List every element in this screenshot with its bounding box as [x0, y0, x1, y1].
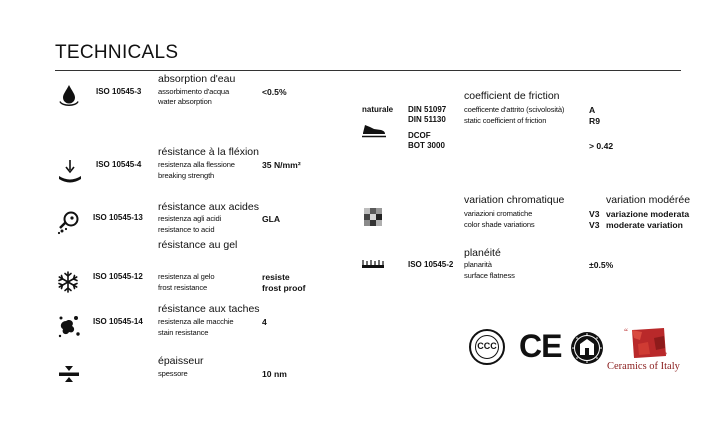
- friction-code-3: DCOF: [408, 131, 431, 140]
- thickness-heading: épaisseur: [158, 355, 204, 367]
- flatness-ruler-icon: [361, 257, 385, 269]
- friction-value-3: > 0.42: [589, 141, 614, 151]
- friction-code-2: DIN 51130: [408, 115, 446, 124]
- shade-variation-icon: [364, 208, 382, 226]
- water-drop-icon: [58, 84, 80, 108]
- flexion-value: 35 N/mm²: [262, 160, 301, 170]
- frost-heading: résistance au gel: [158, 239, 238, 251]
- shade-heading-value: variation modérée: [606, 194, 691, 206]
- stain-splash-icon: [56, 313, 82, 339]
- frost-sub-it: resistenza al gelo: [158, 272, 215, 281]
- ce-mark: CE: [519, 328, 562, 364]
- thickness-icon: [57, 364, 81, 384]
- snowflake-icon: [56, 270, 80, 294]
- frost-value-it: resiste: [262, 272, 290, 282]
- shade-grade-2: V3: [589, 220, 600, 230]
- flatness-sub-en: surface flatness: [464, 271, 515, 280]
- svg-text:“: “: [624, 327, 628, 337]
- flexion-sub-it: resistenza alla flessione: [158, 160, 235, 169]
- stains-sub-en: stain resistance: [158, 328, 209, 337]
- title-divider: [55, 70, 681, 71]
- flexion-sub-en: breaking strength: [158, 171, 215, 180]
- shoe-friction-icon: [361, 120, 387, 138]
- stains-heading: résistance aux taches: [158, 303, 260, 315]
- ceramics-of-italy-text: Ceramics of Italy: [607, 361, 680, 372]
- frost-code: ISO 10545-12: [93, 272, 143, 281]
- acids-sub-en: resistance to acid: [158, 225, 215, 234]
- svg-text:”: ”: [663, 351, 667, 360]
- page-title: TECHNICALS: [55, 42, 179, 63]
- absorption-code: ISO 10545-3: [96, 87, 142, 96]
- stains-code: ISO 10545-14: [93, 317, 143, 326]
- shade-grade-1: V3: [589, 209, 600, 219]
- friction-sub-en: static coefficient of friction: [464, 116, 547, 125]
- acids-sub-it: resistenza agli acidi: [158, 214, 222, 223]
- acids-value: GLA: [262, 214, 281, 224]
- absorption-sub-it: assorbimento d'acqua: [158, 87, 230, 96]
- frost-value-en: frost proof: [262, 283, 306, 293]
- friction-label: naturale: [362, 105, 394, 114]
- thickness-sub-it: spessore: [158, 369, 188, 378]
- shade-value-it: variazione moderata: [606, 209, 690, 219]
- flatness-heading: planéité: [464, 247, 501, 259]
- flexion-code: ISO 10545-4: [96, 160, 142, 169]
- flexion-heading: résistance à la fléxion: [158, 146, 259, 158]
- ccc-logo-text: CCC: [477, 341, 497, 351]
- friction-code-4: BOT 3000: [408, 141, 445, 150]
- friction-value-1: A: [589, 105, 596, 115]
- friction-sub-it: coefficente d'attrito (scivolosità): [464, 105, 565, 114]
- friction-code-1: DIN 51097: [408, 105, 447, 114]
- ccc-logo: [469, 329, 505, 365]
- flatness-value: ±0.5%: [589, 260, 614, 270]
- friction-heading: coefficient de friction: [464, 90, 560, 102]
- frost-sub-en: frost resistance: [158, 283, 208, 292]
- friction-value-2: R9: [589, 116, 600, 126]
- thickness-value: 10 nm: [262, 369, 287, 379]
- shade-value-en: moderate variation: [606, 220, 683, 230]
- breaking-strength-icon: [57, 159, 83, 185]
- flatness-code: ISO 10545-2: [408, 260, 454, 269]
- stains-sub-it: resistenza alle macchie: [158, 317, 234, 326]
- shade-sub-it: variazioni cromatiche: [464, 209, 533, 218]
- green-building-seal-icon: [570, 331, 604, 365]
- absorption-sub-en: water absorption: [158, 97, 212, 106]
- ceramics-of-italy-mark-icon: [624, 326, 670, 360]
- shade-sub-en: color shade variations: [464, 220, 535, 229]
- acids-code: ISO 10545-13: [93, 213, 143, 222]
- chemical-resistance-icon: [56, 209, 82, 235]
- absorption-heading: absorption d'eau: [158, 73, 236, 85]
- shade-heading: variation chromatique: [464, 194, 565, 206]
- flatness-sub-it: planarità: [464, 260, 492, 269]
- absorption-value: <0.5%: [262, 87, 287, 97]
- stains-value: 4: [262, 317, 267, 327]
- acids-heading: résistance aux acides: [158, 201, 259, 213]
